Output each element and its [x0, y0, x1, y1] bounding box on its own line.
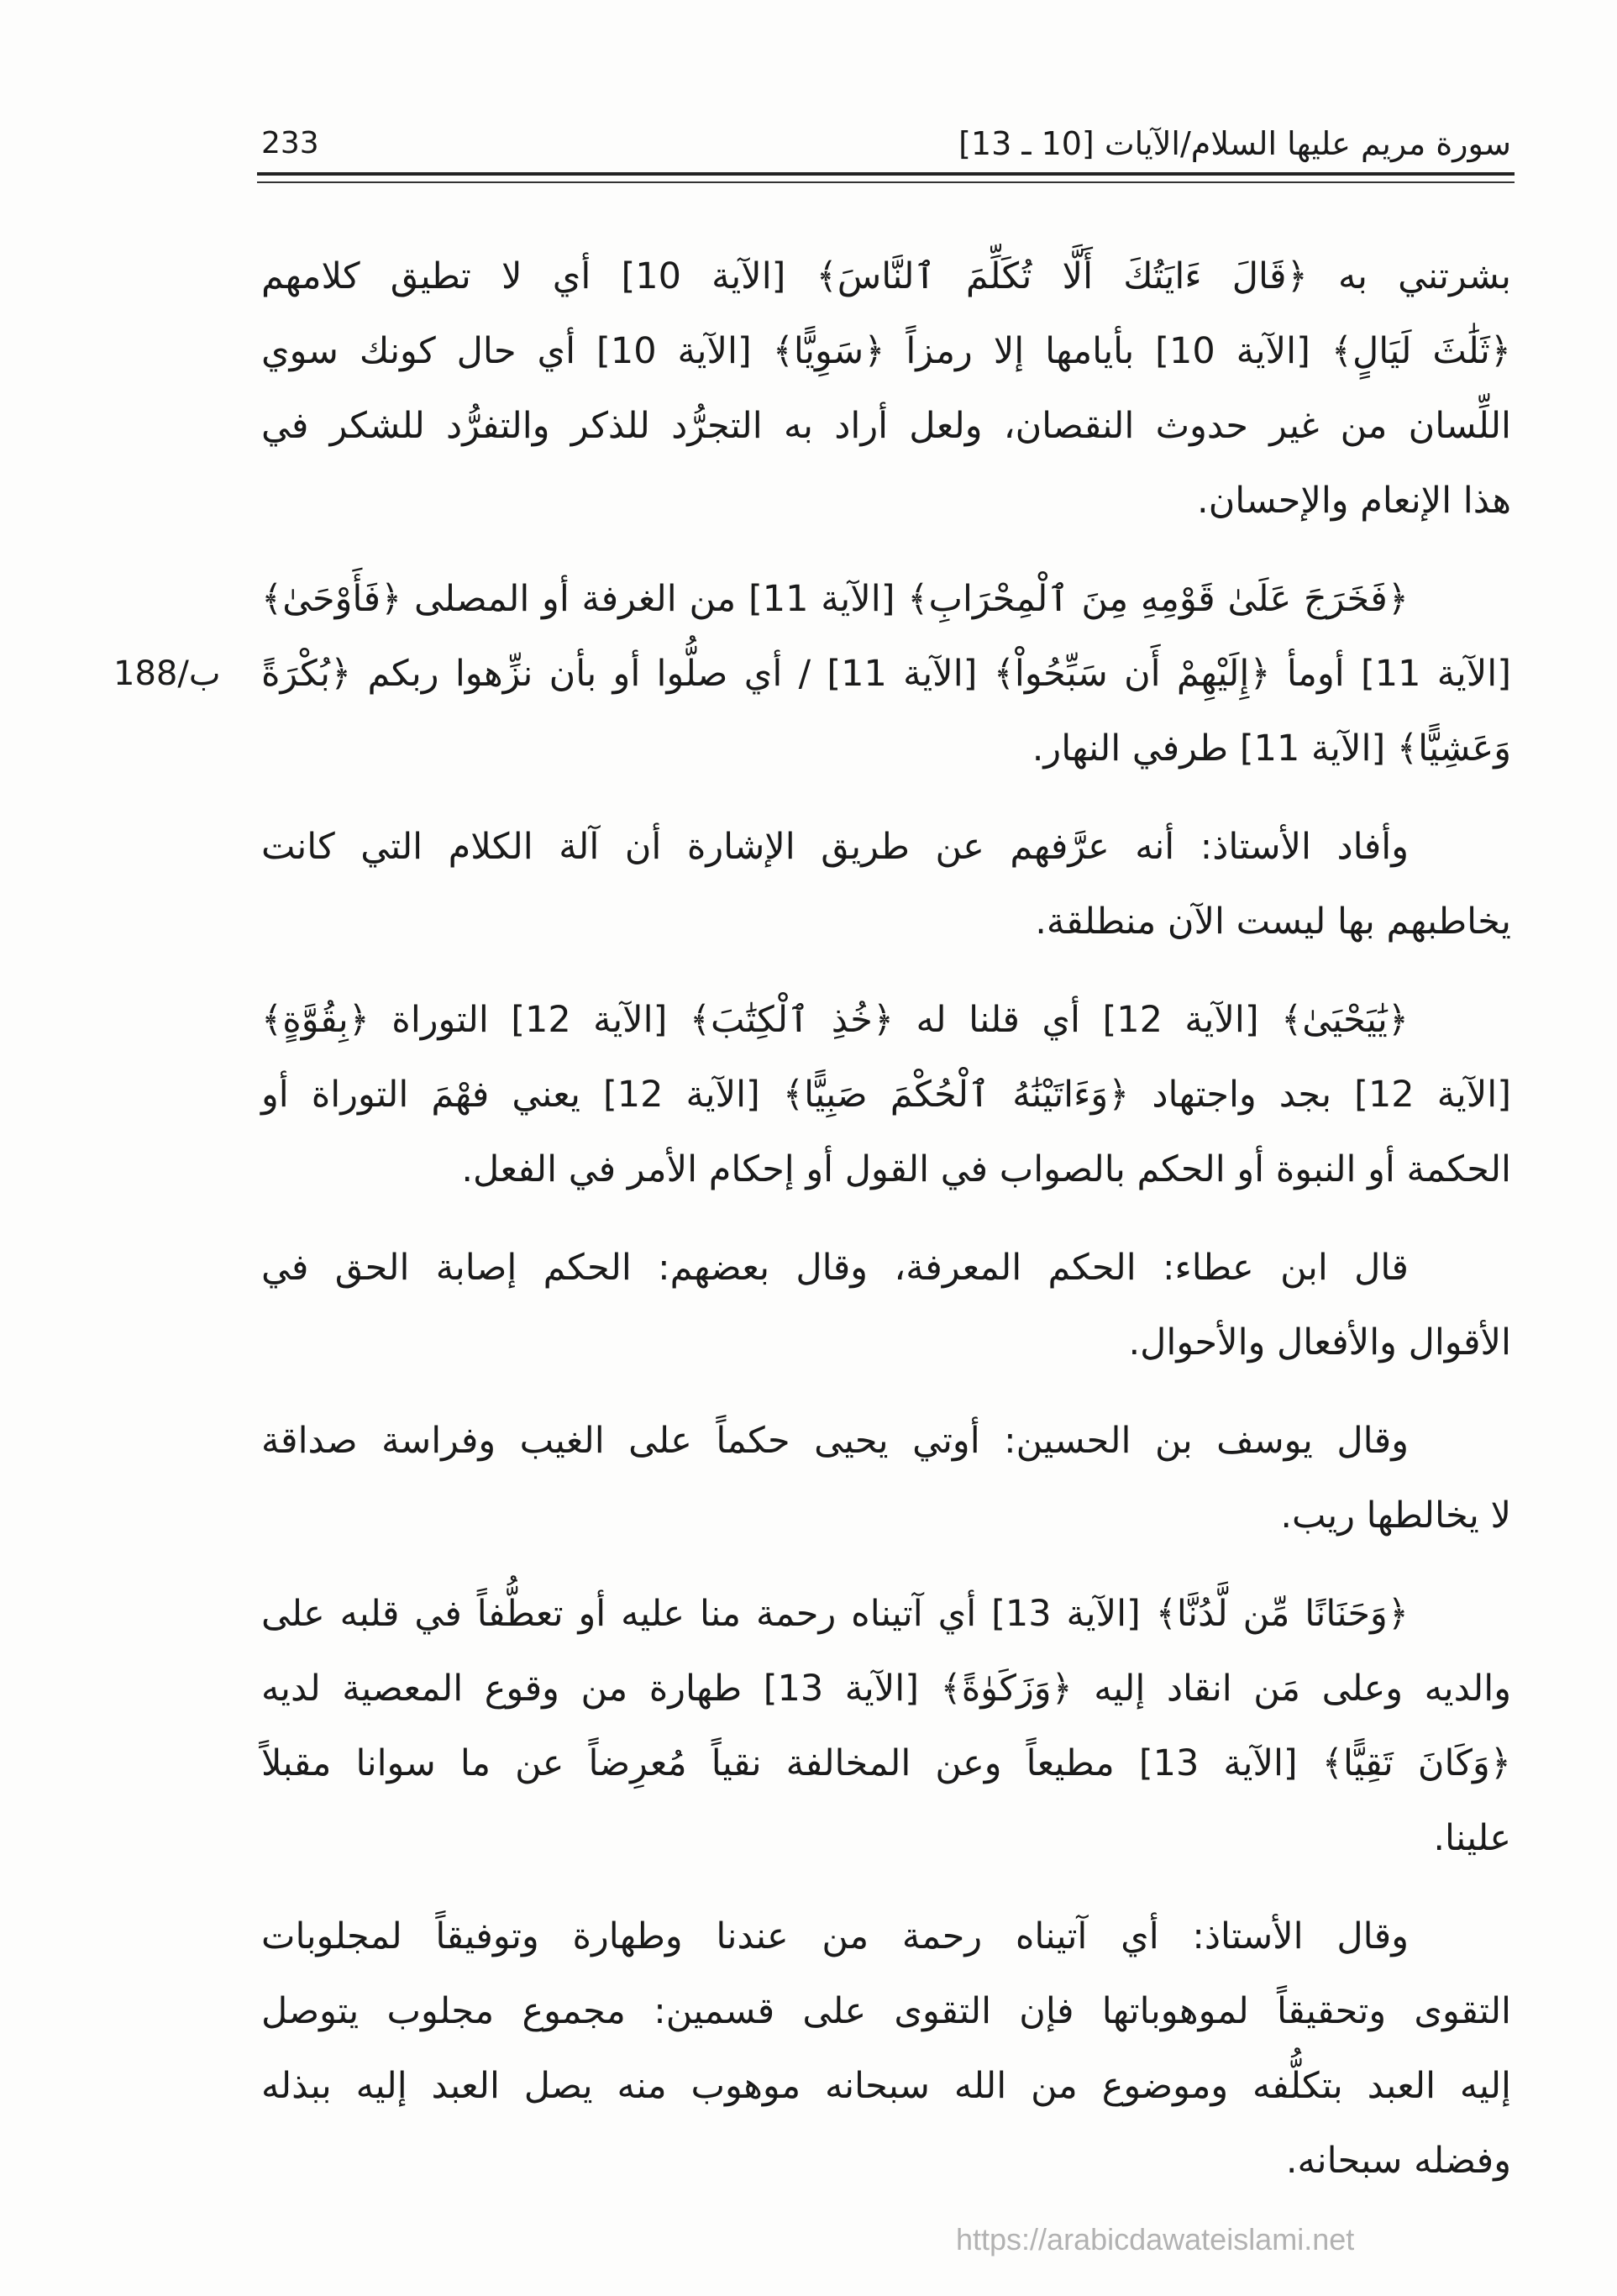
header-rule-thick	[257, 172, 1515, 176]
text-line: وأفاد الأستاذ: أنه عرَّفهم عن طريق الإشارة أن آلة الكلام التي كانت	[261, 826, 1409, 868]
text-line: الأقوال والأفعال والأحوال.	[1128, 1321, 1511, 1363]
paragraph	[261, 1404, 1511, 1553]
running-title: سورة مريم عليها السلام/الآيات [10 ـ 13]	[958, 125, 1511, 162]
text-line: وَعَشِيًّا﴾ [الآية 11] طرفي النهار.	[1032, 728, 1511, 770]
body-text	[261, 239, 1511, 2222]
page-header	[261, 118, 1511, 170]
text-line: ﴿فَخَرَجَ عَلَىٰ قَوْمِهِ مِنَ ٱلْمِحْرَابِ﴾ [الآية 11] من الغرفة أو المصلى ﴿فَأَوْحَىٰ﴾	[261, 578, 1409, 620]
paragraph	[261, 1231, 1511, 1380]
header-rule-thin	[257, 181, 1515, 183]
text-line: وقال يوسف بن الحسين: أوتي يحيى حكماً على الغيب وفراسة صداقة	[261, 1420, 1409, 1462]
text-line: علينا.	[1433, 1817, 1511, 1859]
paragraph	[261, 562, 1511, 786]
text-line: [الآية 11] أومأ ﴿إِلَيْهِمْ أَن سَبِّحُواْ﴾ [الآية 11] / أي صلُّوا أو بأن نزِّهوا ربكم ﴿بُكْرَةً	[261, 653, 1511, 695]
paragraph	[261, 810, 1511, 959]
text-line: ﴿وَحَنَانًا مِّن لَّدُنَّا﴾ [الآية 13] أي آتيناه رحمة منا عليه أو تعطُّفاً في قلبه على	[261, 1593, 1409, 1635]
text-line: هذا الإنعام والإحسان.	[1197, 480, 1511, 522]
text-line: يخاطبهم بها ليست الآن منطلقة.	[1035, 901, 1511, 943]
folio-margin-note: 188/ب	[113, 654, 221, 693]
text-line: وفضله سبحانه.	[1285, 2140, 1511, 2182]
text-line: قال ابن عطاء: الحكم المعرفة، وقال بعضهم: الحكم إصابة الحق في	[261, 1247, 1409, 1289]
paragraph	[261, 1899, 1511, 2199]
text-line: الحكمة أو النبوة أو الحكم بالصواب في القول أو إحكام الأمر في الفعل.	[461, 1148, 1511, 1190]
text-line: لا يخالطها ريب.	[1280, 1495, 1511, 1537]
paragraph	[261, 983, 1511, 1207]
text-line: والديه وعلى مَن انقاد إليه ﴿وَزَكَوٰةً﴾ [الآية 13] طهارة من وقوع المعصية لديه	[261, 1668, 1511, 1710]
paragraph	[261, 1577, 1511, 1876]
text-line: وقال الأستاذ: أي آتيناه رحمة من عندنا وطهارة وتوفيقاً لمجلوبات	[261, 1915, 1409, 1957]
text-line: ﴿وَكَانَ تَقِيًّا﴾ [الآية 13] مطيعاً وعن المخالفة نقياً مُعرِضاً عن ما سوانا مقبلاً	[261, 1742, 1511, 1784]
paragraph	[261, 239, 1511, 539]
text-line: [الآية 12] بجد واجتهاد ﴿وَءَاتَيْنَٰهُ ٱلْحُكْمَ صَبِيًّا﴾ [الآية 12] يعني فهْمَ التوراة أو	[261, 1074, 1511, 1116]
text-line: ﴿يَٰيَحْيَىٰ﴾ [الآية 12] أي قلنا له ﴿خُذِ ٱلْكِتَٰبَ﴾ [الآية 12] التوراة ﴿بِقُوَّةٍ﴾	[261, 999, 1409, 1041]
page-number: 233	[261, 126, 319, 160]
watermark-url: https://arabicdawateislami.net	[956, 2222, 1355, 2257]
text-line: بشرتني به ﴿قَالَ ءَايَتُكَ أَلَّا تُكَلِّمَ ٱلنَّاسَ﴾ [الآية 10] أي لا تطيق كلامهم	[261, 255, 1511, 297]
text-line: اللِّسان من غير حدوث النقصان، ولعل أراد به التجرُّد للذكر والتفرُّد للشكر في	[261, 405, 1511, 447]
text-line: ﴿ثَلَٰثَ لَيَالٍ﴾ [الآية 10] بأيامها إلا رمزاً ﴿سَوِيًّا﴾ [الآية 10] أي حال كونك سوي	[261, 330, 1511, 372]
text-line: إليه العبد بتكلُّفه وموضوع من الله سبحانه موهوب منه يصل العبد إليه ببذله	[261, 2065, 1511, 2107]
text-line: التقوى وتحقيقاً لموهوباتها فإن التقوى على قسمين: مجموع مجلوب يتوصل	[261, 1990, 1511, 2032]
